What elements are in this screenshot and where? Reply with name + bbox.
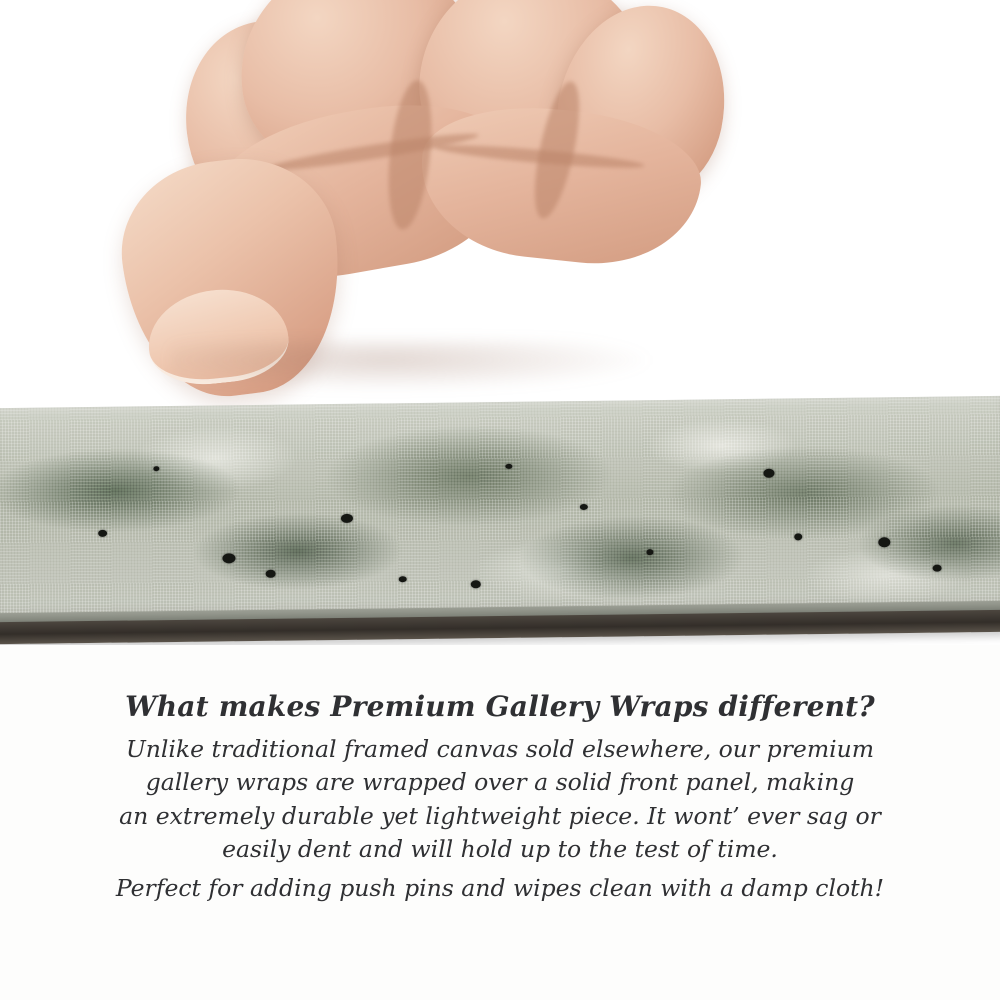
caption-closing-line: Perfect for adding push pins and wipes clean with a damp cloth! <box>115 874 885 903</box>
canvas-speck <box>98 530 107 537</box>
canvas-speck <box>471 580 481 588</box>
canvas-weave-texture <box>0 396 1000 618</box>
canvas-speck <box>222 553 235 563</box>
canvas-speck <box>153 466 159 471</box>
caption-line-3: an extremely durable yet lightweight piece. It wont’ ever sag or <box>119 801 881 830</box>
hand-shadow <box>170 340 650 390</box>
canvas-speck <box>399 576 407 582</box>
canvas-speck <box>878 537 890 547</box>
canvas-printed-surface <box>0 396 1000 618</box>
canvas-speck <box>646 549 653 555</box>
canvas-speck <box>763 469 774 478</box>
caption-block <box>0 690 1000 906</box>
canvas-speck <box>794 533 802 540</box>
hand-photo <box>90 0 710 430</box>
canvas-speck <box>505 464 512 469</box>
caption-body <box>0 733 1000 866</box>
caption-line-2: gallery wraps are wrapped over a solid front panel, making <box>145 768 855 797</box>
canvas-wrap-edge <box>0 396 1000 643</box>
caption-line-4: easily dent and will hold up to the test of time. <box>222 835 778 864</box>
canvas-speck <box>933 565 942 572</box>
canvas-speck <box>580 504 588 510</box>
caption-title: What makes Premium Gallery Wraps different? <box>125 690 875 723</box>
canvas-speck <box>266 570 276 578</box>
caption-line-1: Unlike traditional framed canvas sold elsewhere, our premium <box>125 735 875 763</box>
